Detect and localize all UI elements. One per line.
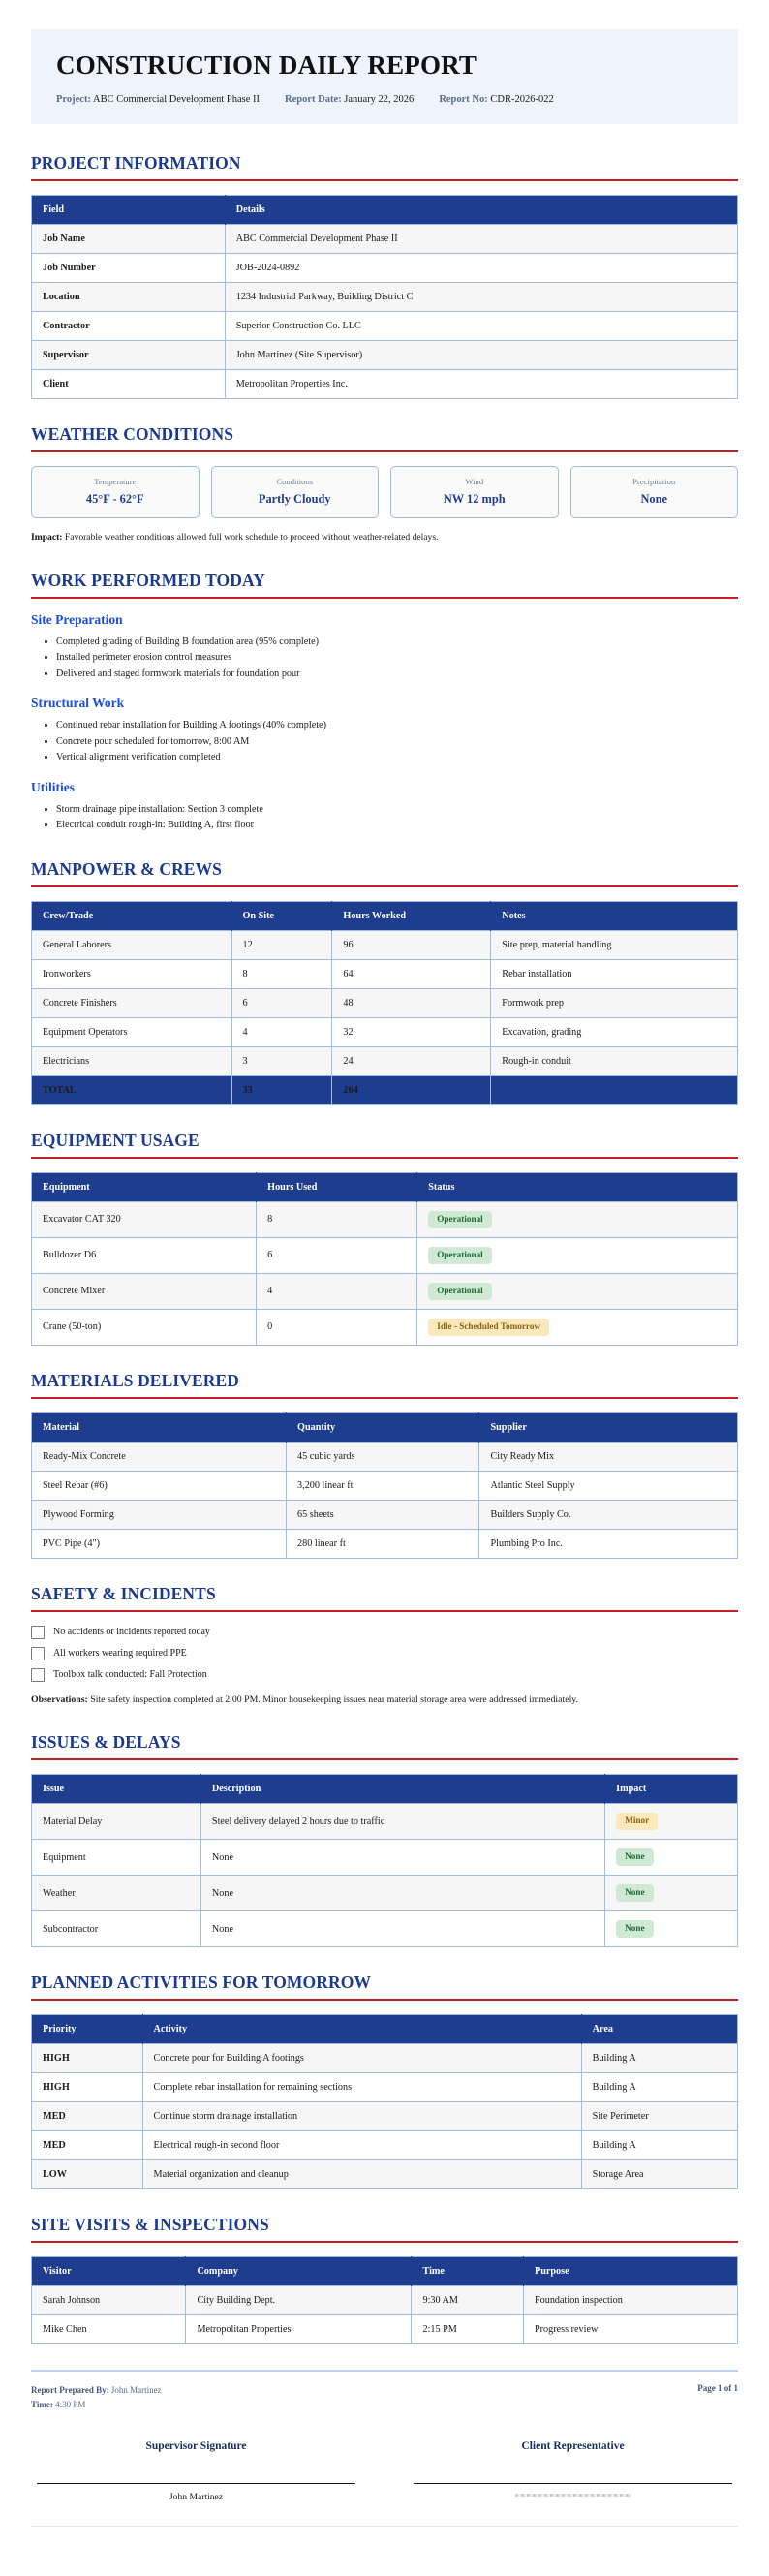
column-header: Purpose [523,2257,737,2286]
table-header-row [32,1775,738,1804]
section-project-information [31,153,738,399]
signature-title: Client Representative [521,2440,625,2453]
weather-card-value: NW 12 mph [443,492,506,506]
table-row [32,1911,738,1947]
table-cell: Storage Area [581,2160,737,2189]
section-rule [31,2241,738,2243]
table-cell: 96 [332,930,491,959]
status-badge: Operational [428,1283,491,1300]
column-header: Area [581,2015,737,2044]
table-row [32,1876,738,1911]
table-row [32,1840,738,1876]
weather-card-value: Partly Cloudy [258,492,331,506]
section-title-equipment: EQUIPMENT USAGE [31,1130,200,1150]
table-cell: Metropolitan Properties Inc. [225,370,737,399]
table-cell: Ironworkers [32,959,232,988]
table-row [32,1442,738,1471]
table-cell: 280 linear ft [287,1529,479,1558]
section-rule [31,1999,738,2001]
signature-name: John Martinez [169,2492,224,2503]
table-row [32,2102,738,2131]
table-body [32,1804,738,1947]
column-header: Time [412,2257,524,2286]
table-cell: JOB-2024-0892 [225,254,737,283]
meta-report-date [285,94,414,105]
weather-card-label: Conditions [276,477,314,486]
table-cell: HIGH [32,2073,143,2102]
table-cell: None [200,1876,604,1911]
safety-observations-text: Site safety inspection completed at 2:00 PM. Minor housekeeping issues near material storage area were addressed immediately. [90,1693,579,1705]
meta-report-no [439,94,553,105]
work-item-list [31,635,738,683]
section-safety-incidents [31,1584,738,1708]
safety-check-label: No accidents or incidents reported today [53,1627,210,1638]
table-cell: 2:15 PM [412,2315,524,2344]
weather-card [570,466,739,518]
table-cell: Concrete pour for Building A footings [142,2044,581,2073]
issues-table [31,1774,738,1947]
section-rule [31,885,738,887]
table-cell: 3,200 linear ft [287,1471,479,1500]
table-cell: 64 [332,959,491,988]
table-cell: Building A [581,2044,737,2073]
footer-time [31,2398,162,2411]
table-cell: Steel delivery delayed 2 hours due to traffic [200,1804,604,1840]
work-group-title: Utilities [31,779,75,794]
table-cell: Contractor [32,312,226,341]
status-badge: Operational [428,1247,491,1264]
table-cell: John Martinez (Site Supervisor) [225,341,737,370]
table-header-row [32,196,738,225]
table-cell: 8 [257,1201,417,1237]
table-row [32,1201,738,1237]
table-cell: 3 [231,1046,332,1075]
column-header: Equipment [32,1172,257,1201]
planned-activities-table [31,2014,738,2189]
safety-observations-label: Observations: [31,1693,88,1705]
section-issues-delays [31,1732,738,1947]
table-row [32,2044,738,2073]
column-header: Visitor [32,2257,186,2286]
table-cell: 0 [257,1309,417,1345]
table-cell: Weather [32,1876,201,1911]
report-footer [31,2383,738,2411]
table-row [32,1273,738,1309]
column-header: Crew/Trade [32,901,232,930]
section-manpower [31,859,738,1105]
table-cell: Material Delay [32,1804,201,1840]
equipment-table [31,1172,738,1346]
table-row [32,930,738,959]
table-cell: Concrete Mixer [32,1273,257,1309]
checkbox-icon[interactable] [31,1668,45,1682]
table-row [32,2131,738,2160]
section-title-weather: WEATHER CONDITIONS [31,424,234,444]
signature-placeholder [515,2494,631,2497]
project-information-table [31,195,738,399]
table-cell: Foundation inspection [523,2286,737,2315]
weather-card [390,466,559,518]
section-weather-conditions [31,424,738,545]
column-header: Impact [605,1775,738,1804]
table-cell: 8 [231,959,332,988]
table-cell: City Building Dept. [186,2286,412,2315]
project-value: ABC Commercial Development Phase II [93,94,261,105]
project-label: Project: [56,94,91,105]
status-badge: Idle - Scheduled Tomorrow [428,1319,549,1336]
table-cell: 24 [332,1046,491,1075]
work-item: • Continued rebar installation for Building A footings (40% complete) [56,718,738,734]
report-no-label: Report No: [439,94,488,105]
table-header-row [32,1172,738,1201]
table-cell: Crane (50-ton) [32,1309,257,1345]
table-cell: Superior Construction Co. LLC [225,312,737,341]
section-rule [31,450,738,452]
table-row [32,1471,738,1500]
table-cell: 6 [257,1237,417,1273]
table-cell: MED [32,2131,143,2160]
table-cell: Site Perimeter [581,2102,737,2131]
footer-divider [31,2370,738,2372]
table-cell: 4 [231,1017,332,1046]
table-row [32,225,738,254]
section-rule [31,1397,738,1399]
time-label: Time: [31,2399,53,2409]
table-row [32,1017,738,1046]
table-cell: Subcontractor [32,1911,201,1947]
column-header: Activity [142,2015,581,2044]
report-no-value: CDR-2026-022 [490,94,554,105]
section-rule [31,1610,738,1612]
table-header-row [32,901,738,930]
table-cell: Electrical rough-in second floor [142,2131,581,2160]
table-row [32,254,738,283]
table-cell: Steel Rebar (#6) [32,1471,287,1500]
table-row [32,370,738,399]
table-cell: Metropolitan Properties [186,2315,412,2344]
table-cell: 1234 Industrial Parkway, Building District C [225,283,737,312]
table-cell: 32 [332,1017,491,1046]
checkbox-icon[interactable] [31,1647,45,1660]
status-badge: None [616,1884,653,1902]
table-cell: 264 [332,1075,491,1104]
work-item: • Storm drainage pipe installation: Section 3 complete [56,802,738,819]
work-item: • Electrical conduit rough-in: Building A, first floor [56,818,738,834]
table-cell: ABC Commercial Development Phase II [225,225,737,254]
table-body [32,1201,738,1345]
table-cell: Building A [581,2073,737,2102]
time-value: 4:30 PM [55,2399,86,2409]
table-cell: LOW [32,2160,143,2189]
table-body [32,2044,738,2189]
table-cell: Bulldozer D6 [32,1237,257,1273]
signature-block [31,2440,361,2504]
table-cell: TOTAL [32,1075,232,1104]
table-cell: None [200,1911,604,1947]
section-planned-activities [31,1972,738,2189]
section-rule [31,1157,738,1159]
work-item: • Completed grading of Building B foundation area (95% complete) [56,635,738,651]
weather-card [31,466,200,518]
section-work-performed [31,571,738,834]
table-cell: Electricians [32,1046,232,1075]
table-header-row [32,1412,738,1442]
column-header: Description [200,1775,604,1804]
safety-check-row[interactable] [31,1647,738,1660]
table-cell: General Laborers [32,930,232,959]
status-cell [605,1804,738,1840]
table-row [32,1309,738,1345]
table-cell: Equipment Operators [32,1017,232,1046]
page-title: CONSTRUCTION DAILY REPORT [56,50,477,79]
table-row [32,959,738,988]
section-rule [31,597,738,599]
table-cell: Complete rebar installation for remaining sections [142,2073,581,2102]
table-row [32,1529,738,1558]
table-cell: Rough-in conduit [491,1046,738,1075]
table-body [32,225,738,399]
table-row [32,1804,738,1840]
table-row [32,1500,738,1529]
table-cell: 9:30 AM [412,2286,524,2315]
table-row [32,2160,738,2189]
column-header: Supplier [479,1412,738,1442]
table-cell: Mike Chen [32,2315,186,2344]
status-cell [417,1273,738,1309]
table-body [32,1442,738,1558]
table-cell: Ready-Mix Concrete [32,1442,287,1471]
work-group-title: Site Preparation [31,611,123,627]
table-row [32,1046,738,1075]
section-title-issues: ISSUES & DELAYS [31,1732,181,1753]
table-cell: 45 cubic yards [287,1442,479,1471]
weather-card-label: Wind [465,477,484,486]
site-visits-table [31,2256,738,2344]
table-row [32,2315,738,2344]
table-cell: 33 [231,1075,332,1104]
work-item-list [31,802,738,834]
weather-impact-label: Impact: [31,532,63,543]
work-item-list [31,718,738,766]
signature-title: Supervisor Signature [145,2440,247,2453]
status-badge: Minor [616,1813,658,1830]
table-row [32,2286,738,2315]
status-badge: Operational [428,1211,491,1228]
table-cell: Continue storm drainage installation [142,2102,581,2131]
section-title-manpower: MANPOWER & CREWS [31,858,223,879]
status-cell [417,1309,738,1345]
section-rule [31,179,738,181]
table-row [32,1237,738,1273]
footer-prepared-by [31,2383,162,2397]
meta-project [56,94,260,105]
weather-card-value: None [640,492,668,506]
table-cell: Excavation, grading [491,1017,738,1046]
signature-line[interactable] [37,2483,355,2484]
weather-card-label: Temperature [94,477,137,486]
column-header: Material [32,1412,287,1442]
table-cell: Progress review [523,2315,737,2344]
status-badge: None [616,1848,653,1866]
table-cell: 4 [257,1273,417,1309]
table-header-row [32,2257,738,2286]
safety-check-row[interactable] [31,1626,738,1639]
footer-prepared-block [31,2383,162,2411]
safety-check-label: Toolbox talk conducted: Fall Protection [53,1669,207,1681]
table-cell: Excavator CAT 320 [32,1201,257,1237]
table-cell: Sarah Johnson [32,2286,186,2315]
section-title-safety: SAFETY & INCIDENTS [31,1583,216,1603]
table-row [32,283,738,312]
table-total-row [32,1075,738,1104]
table-cell: Plumbing Pro Inc. [479,1529,738,1558]
status-cell [417,1201,738,1237]
table-cell: 12 [231,930,332,959]
table-cell: Plywood Forming [32,1500,287,1529]
section-equipment-usage [31,1131,738,1346]
table-cell: Atlantic Steel Supply [479,1471,738,1500]
manpower-table [31,901,738,1105]
signature-block [408,2440,738,2504]
signature-line[interactable] [414,2483,732,2484]
work-item: • Vertical alignment verification completed [56,750,738,766]
section-rule [31,1758,738,1760]
table-cell: Equipment [32,1840,201,1876]
table-cell: Client [32,370,226,399]
table-cell: 65 sheets [287,1500,479,1529]
table-cell: Job Name [32,225,226,254]
table-cell: 48 [332,988,491,1017]
checkbox-icon[interactable] [31,1626,45,1639]
section-title-planned: PLANNED ACTIVITIES FOR TOMORROW [31,1972,372,1993]
column-header: Hours Used [257,1172,417,1201]
table-cell: Rebar installation [491,959,738,988]
column-header: Issue [32,1775,201,1804]
page-number: Page 1 of 1 [697,2383,738,2394]
signature-row [31,2440,738,2504]
column-header: Hours Worked [332,901,491,930]
table-cell: 6 [231,988,332,1017]
column-header: Priority [32,2015,143,2044]
table-row [32,312,738,341]
prepared-by-label: Report Prepared By: [31,2385,109,2396]
table-cell: Building A [581,2131,737,2160]
weather-impact-text: Favorable weather conditions allowed full work schedule to proceed without weather-related delays. [64,532,439,543]
table-cell [491,1075,738,1104]
column-header: Details [225,196,737,225]
column-header: Field [32,196,226,225]
table-cell: Job Number [32,254,226,283]
table-cell: Site prep, material handling [491,930,738,959]
weather-card-row [31,466,738,518]
section-site-visits [31,2215,738,2344]
status-badge: None [616,1920,653,1938]
status-cell [417,1237,738,1273]
work-group-title: Structural Work [31,696,125,711]
weather-card-value: 45°F - 62°F [85,492,144,506]
safety-checklist [31,1626,738,1682]
safety-check-row[interactable] [31,1668,738,1682]
column-header: Notes [491,901,738,930]
weather-card-label: Precipitation [632,477,676,486]
prepared-by-value: John Martinez [110,2385,162,2396]
table-cell: HIGH [32,2044,143,2073]
report-meta [56,94,713,105]
work-item: • Concrete pour scheduled for tomorrow, 8:00 AM [56,734,738,751]
column-header: Company [186,2257,412,2286]
table-header-row [32,2015,738,2044]
table-row [32,2073,738,2102]
table-row [32,341,738,370]
status-cell [605,1876,738,1911]
work-item: • Installed perimeter erosion control measures [56,650,738,667]
work-item: • Delivered and staged formwork materials for foundation pour [56,667,738,683]
weather-impact [31,531,738,545]
column-header: Quantity [287,1412,479,1442]
status-cell [605,1840,738,1876]
status-cell [605,1911,738,1947]
table-cell: Concrete Finishers [32,988,232,1017]
safety-observations [31,1692,738,1708]
section-title-project-information: PROJECT INFORMATION [31,153,241,172]
table-cell: None [200,1840,604,1876]
section-title-materials: MATERIALS DELIVERED [31,1370,240,1390]
table-cell: Supervisor [32,341,226,370]
report-date-value: January 22, 2026 [344,94,415,105]
materials-table [31,1412,738,1559]
safety-check-label: All workers wearing required PPE [53,1648,187,1660]
table-cell: Location [32,283,226,312]
weather-card [211,466,380,518]
table-body [32,2286,738,2344]
table-row [32,988,738,1017]
column-header: On Site [231,901,332,930]
report-header [31,29,738,124]
table-cell: MED [32,2102,143,2131]
column-header: Status [417,1172,738,1201]
table-body [32,930,738,1104]
page-bottom-edge [31,2526,738,2527]
section-title-work-performed: WORK PERFORMED TODAY [31,570,265,590]
work-group-list [31,612,738,834]
section-title-site-visits: SITE VISITS & INSPECTIONS [31,2215,269,2235]
report-date-label: Report Date: [285,94,342,105]
table-cell: Formwork prep [491,988,738,1017]
table-cell: City Ready Mix [479,1442,738,1471]
table-cell: PVC Pipe (4") [32,1529,287,1558]
section-materials-delivered [31,1371,738,1559]
table-cell: Builders Supply Co. [479,1500,738,1529]
table-cell: Material organization and cleanup [142,2160,581,2189]
